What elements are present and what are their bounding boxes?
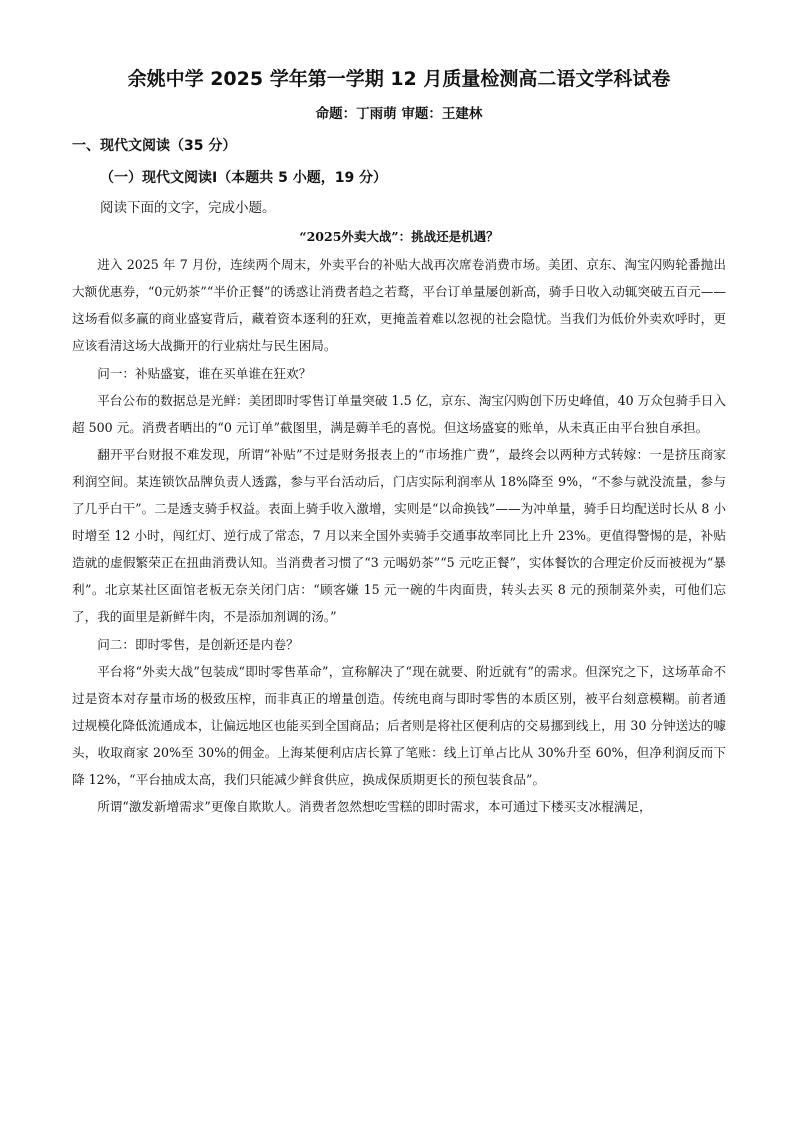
reading-instruction: 阅读下面的文字，完成小题。 (100, 200, 276, 216)
section-heading: 一、现代文阅读（35 分） (72, 138, 237, 154)
subsection-heading: （一）现代文阅读Ⅰ（本题共 5 小题，19 分） (100, 170, 388, 186)
article-title: “2025外卖大战”：挑战还是机遇？ (299, 229, 499, 244)
article-paragraph-3: 翻开平台财报不难发现，所谓“补贴”不过是财务报表上的“市场推广费”，最终会以两种方式转嫁：一是挤压商家利润空间。某连锁饮品牌负责人透露，参与平台活动后，门店实际利润率从 18%降至 9%，“不参与就没流量，参与了几乎白干”。二是透支骑手权益。表面上骑手收入激增，实则是“以命换钱”——为冲单量，骑手日均配送时长从 8 小时增至 12 小时，闯红灯、逆行成了常态，7 月以来全国外卖骑手交通事故率同比上升 23%。更值得警惕的是，补贴造就的虚假繁荣正在扭曲消费认知。当消费者习惯了“3 元喝奶茶”“5 元吃正餐”，实体餐饮的合理定价反而被视为“暴利”。北京某社区面馆老板无奈关闭门店：“顾客嫌 15 元一碗的牛肉面贵，转头去买 8 元的预制菜外卖，可他们忘了，我的面里是新鲜牛肉，不是添加剂调的汤。” (72, 447, 726, 624)
exam-title: 余姚中学 2025 学年第一学期 12 月质量检测高二语文学科试卷 (127, 68, 671, 90)
question-heading-1: 问一：补贴盛宴，谁在买单谁在狂欢？ (97, 366, 312, 381)
article-paragraph-1: 进入 2025 年 7 月份，连续两个周末，外卖平台的补贴大战再次席卷消费市场。美团、京东、淘宝闪购轮番抛出大额优惠券，“0元奶茶”“半价正餐”的诱惑让消费者趋之若鹜，平台订单量屡创新高，骑手日收入动辄突破五百元——这场看似多赢的商业盛宴背后，藏着资本逐利的狂欢，更掩盖着难以忽视的社会隐忧。当我们为低价外卖欢呼时，更应该看清这场大战撕开的行业病灶与民生困局。 (72, 257, 726, 353)
article-paragraph-5: 所谓“激发新增需求”更像自欺欺人。消费者忽然想吃雪糕的即时需求，本可通过下楼买支冰棍满足， (97, 799, 652, 814)
article-paragraph-4: 平台将“外卖大战”包装成“即时零售革命”，宣称解决了“现在就要、附近就有”的需求。但深究之下，这场革命不过是资本对存量市场的极致压榨，而非真正的增量创造。传统电商与即时零售的本质区别，被平台刻意模糊。前者通过规模化降低流通成本，让偏远地区也能买到全国商品；后者则是将社区便利店的交易挪到线上，用 30 分钟送达的噱头，收取商家 20%至 30%的佣金。上海某便利店店长算了笔账：线上订单占比从 30%升至 60%，但净利润反而下降 12%，“平台抽成太高，我们只能减少鲜食供应，换成保质期更长的预包装食品”。 (72, 664, 726, 787)
article-paragraph-2: 平台公布的数据总是光鲜：美团即时零售订单量突破 1.5 亿，京东、淘宝闪购创下历史峰值，40 万众包骑手日入超 500 元。消费者晒出的“0 元订单”截图里，满是薅羊毛的喜悦。但这场盛宴的账单，从未真正由平台独自承担。 (72, 393, 726, 435)
question-heading-2: 问二：即时零售，是创新还是内卷？ (97, 637, 299, 652)
exam-authors: 命题：丁雨萌 审题：王建林 (315, 106, 483, 122)
